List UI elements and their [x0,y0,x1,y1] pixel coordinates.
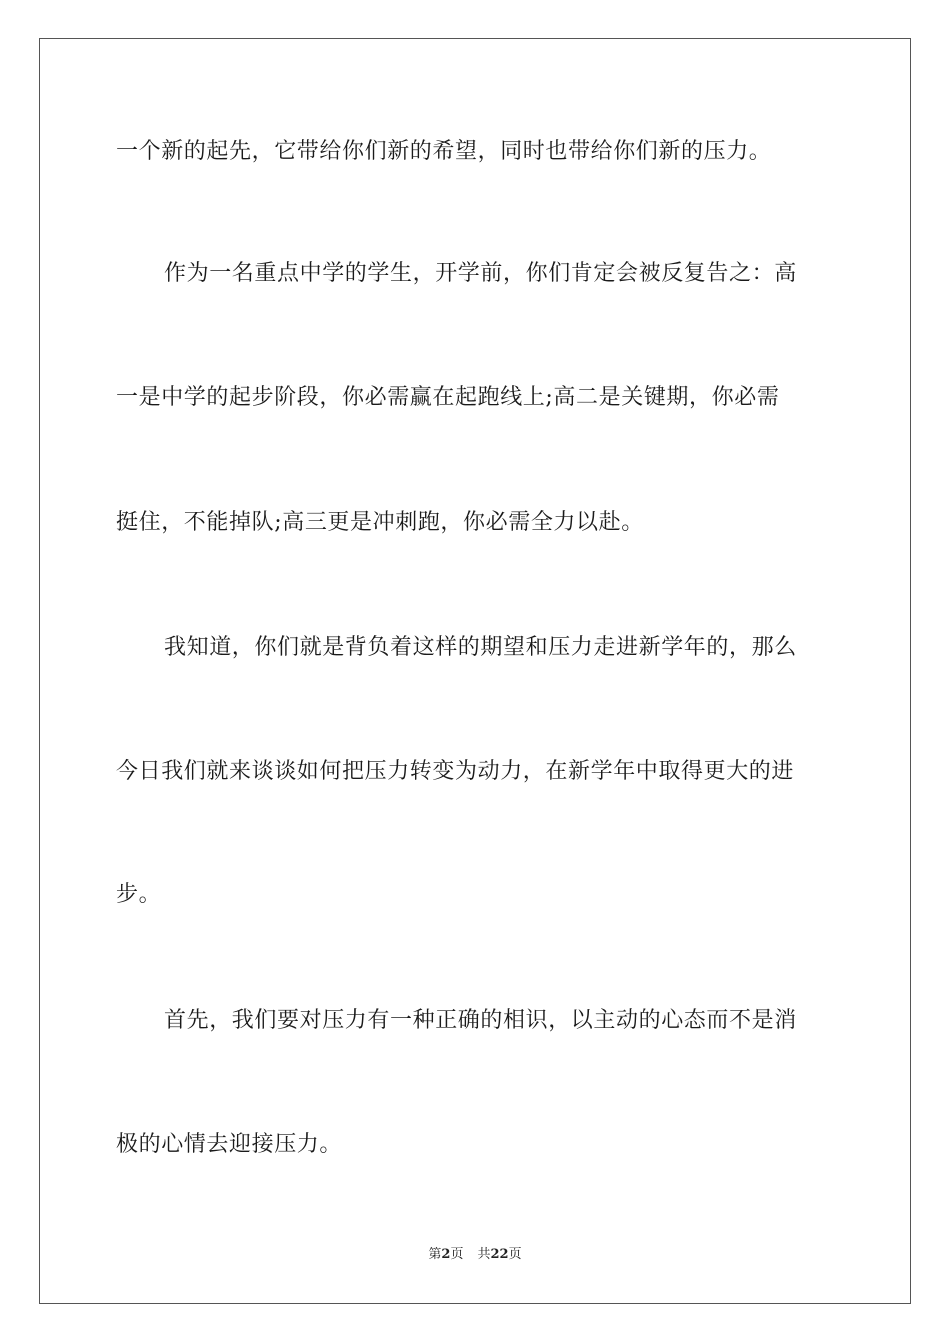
page-border [39,38,911,1304]
text-line: 极的心情去迎接压力。 [116,1132,343,1157]
paragraph-first-line: 作为一名重点中学的学生，开学前，你们肯定会被反复告之：高 [164,261,797,286]
paragraph-first-line: 首先，我们要对压力有一种正确的相识，以主动的心态而不是消 [164,1008,797,1033]
text-line: 一是中学的起步阶段，你必需赢在起跑线上;高二是关键期，你必需 [116,385,780,410]
total-label-prefix: 共 [477,1247,491,1262]
paragraph-first-line: 我知道，你们就是背负着这样的期望和压力走进新学年的，那么 [164,635,797,660]
text-line: 挺住，不能掉队;高三更是冲刺跑，你必需全力以赴。 [116,510,644,535]
text-line: 一个新的起先，它带给你们新的希望，同时也带给你们新的压力。 [116,139,772,164]
text-line: 步。 [116,882,162,907]
total-label-suffix: 页 [508,1247,522,1262]
total-pages: 22 [490,1247,509,1262]
text-line: 今日我们就来谈谈如何把压力转变为动力，在新学年中取得更大的进 [116,759,795,784]
page-footer [0,1246,950,1264]
page-label-prefix: 第 [428,1247,442,1262]
page-number: 2 [441,1247,451,1262]
page-label-suffix: 页 [450,1247,464,1262]
